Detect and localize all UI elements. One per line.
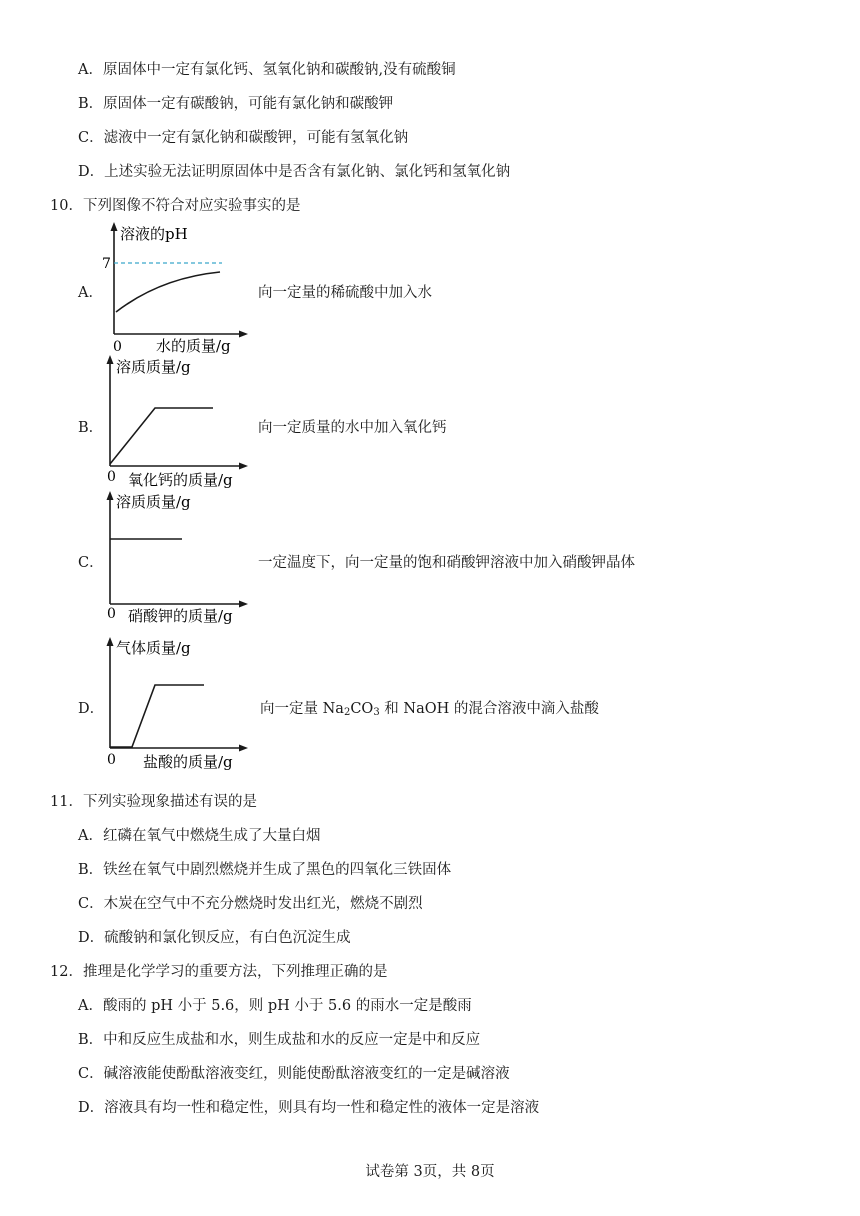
origin-label: 0: [107, 752, 116, 768]
solute-mass-line: [110, 408, 213, 464]
desc-text-pre: 向一定量 Na: [260, 701, 344, 717]
ph7-tick-label: 7: [102, 256, 111, 272]
desc-subscript-2: 3: [373, 707, 380, 718]
x-axis-arrow: [239, 745, 248, 752]
gas-mass-line: [110, 685, 204, 747]
q10-option-d-desc: [260, 697, 599, 718]
q12-option-d: D．溶液具有均一性和稳定性，则具有均一性和稳定性的液体一定是溶液: [78, 1100, 540, 1116]
q10-option-a-desc: 向一定量的稀硫酸中加入水: [258, 285, 432, 301]
q12-option-a: A．酸雨的 pH 小于 5.6，则 pH 小于 5.6 的雨水一定是酸雨: [78, 998, 472, 1014]
q10-graph-a: [100, 222, 260, 354]
x-axis-label: 水的质量/g: [156, 337, 231, 355]
x-axis-label: 盐酸的质量/g: [143, 753, 233, 771]
y-axis-label: 溶质质量/g: [116, 493, 191, 511]
q11-option-b: B．铁丝在氧气中剧烈燃烧并生成了黑色的四氧化三铁固体: [78, 862, 452, 878]
q10-graph-d: [96, 637, 256, 775]
x-axis-arrow: [239, 331, 248, 338]
y-axis-arrow: [111, 222, 118, 231]
q9-option-b: B．原固体一定有碳酸钠，可能有氯化钠和碳酸钾: [78, 96, 394, 112]
origin-label: 0: [107, 469, 116, 485]
ph-curve: [116, 272, 220, 312]
x-axis-arrow: [239, 463, 248, 470]
page-footer: 试卷第 3页，共 8页: [365, 1164, 495, 1180]
q10-option-b-label: B．: [78, 420, 104, 436]
q12-option-c: C．碱溶液能使酚酞溶液变红，则能使酚酞溶液变红的一定是碱溶液: [78, 1066, 510, 1082]
y-axis-arrow: [107, 491, 114, 500]
y-axis-arrow: [107, 355, 114, 364]
y-axis-label: 溶液的pH: [120, 225, 188, 243]
q11-option-d: D．硫酸钠和氯化钡反应，有白色沉淀生成: [78, 930, 351, 946]
y-axis-label: 溶质质量/g: [116, 358, 191, 376]
q9-option-a: A．原固体中一定有氯化钙、氢氧化钠和碳酸钠,没有硫酸铜: [78, 62, 456, 78]
q12-stem: 12．推理是化学学习的重要方法，下列推理正确的是: [50, 964, 388, 980]
q10-stem: 10．下列图像不符合对应实验事实的是: [50, 198, 301, 214]
q10-option-a-label: A．: [78, 285, 103, 301]
x-axis-label: 硝酸钾的质量/g: [128, 607, 233, 625]
q10-option-c-desc: 一定温度下，向一定量的饱和硝酸钾溶液中加入硝酸钾晶体: [258, 555, 635, 571]
x-axis-label: 氧化钙的质量/g: [128, 471, 233, 489]
q10-option-b-desc: 向一定质量的水中加入氧化钙: [258, 420, 447, 436]
origin-label: 0: [107, 606, 116, 622]
desc-text-post: 和 NaOH 的混合溶液中滴入盐酸: [379, 701, 599, 717]
q9-option-c: C．滤液中一定有氯化钠和碳酸钾，可能有氢氧化钠: [78, 130, 409, 146]
x-axis-arrow: [239, 601, 248, 608]
desc-subscript-1: 2: [343, 707, 351, 718]
origin-label: 0: [113, 339, 122, 355]
q10-graph-b: [96, 355, 256, 490]
q12-option-b: B．中和反应生成盐和水，则生成盐和水的反应一定是中和反应: [78, 1032, 481, 1048]
y-axis-label: 气体质量/g: [116, 639, 191, 657]
q10-option-d-label: D．: [78, 701, 105, 717]
desc-text-mid: CO: [350, 701, 374, 717]
q9-option-d: D．上述实验无法证明原固体中是否含有氯化钠、氯化钙和氢氧化钠: [78, 164, 511, 180]
q10-graph-c: [96, 491, 256, 627]
q11-option-a: A．红磷在氧气中燃烧生成了大量白烟: [78, 828, 321, 844]
q11-stem: 11．下列实验现象描述有误的是: [50, 794, 257, 810]
q10-option-c-label: C．: [78, 555, 104, 571]
q11-option-c: C．木炭在空气中不充分燃烧时发出红光，燃烧不剧烈: [78, 896, 423, 912]
y-axis-arrow: [107, 637, 114, 646]
